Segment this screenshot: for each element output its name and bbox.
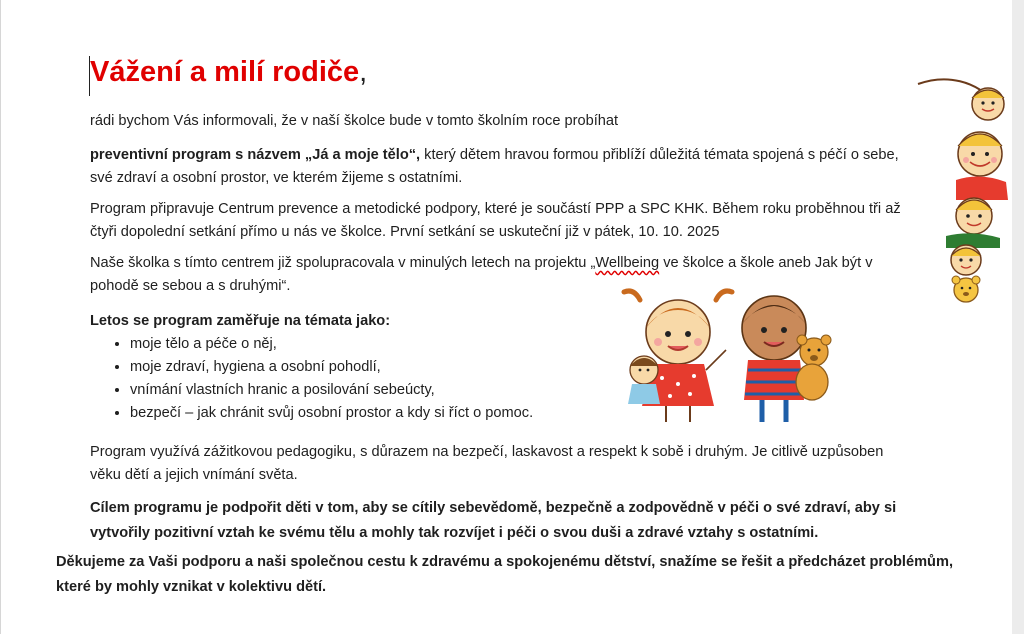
- centrum-line1: Program připravuje Centrum prevence a metodické podpory, které je součástí PPP a SPC KHK. Během roku proběhnou tři až: [90, 201, 901, 217]
- program-paragraph[interactable]: [90, 144, 950, 190]
- intro-paragraph[interactable]: [90, 110, 950, 133]
- pedagogy-line1: Program využívá zážitkovou pedagogiku, s důrazem na bezpečí, laskavost a respekt k sobě i druhým. Je citlivě uzpůsoben: [90, 444, 884, 460]
- goal-paragraph[interactable]: [90, 496, 970, 546]
- topics-title: Letos se program zaměřuje na témata jako:: [90, 313, 391, 329]
- program-desc-line2: své zdraví a osobní prostor, ve kterém žijeme s ostatními.: [90, 170, 463, 186]
- cooperation-line2: pohodě se sebou a s druhými“.: [90, 278, 291, 294]
- pedagogy-paragraph[interactable]: [90, 441, 950, 487]
- intro-text: rádi bychom Vás informovali, že v naší školce bude v tomto školním roce probíhat: [90, 113, 619, 129]
- page-edge: [0, 0, 1, 634]
- program-desc: který dětem hravou formou přiblíží důležitá témata spojená s péčí o sebe,: [420, 147, 899, 163]
- page-title[interactable]: [90, 56, 367, 89]
- title-text: Vážení a milí rodiče: [90, 56, 360, 88]
- list-item: • moje tělo a péče o něj,: [130, 333, 533, 356]
- kids-with-toys-illustration: [618, 288, 848, 428]
- program-name: preventivní program s názvem „Já a moje tělo“,: [90, 147, 421, 163]
- cooperation-line1b: ve školce a škole aneb Jak být v: [659, 255, 873, 271]
- goal-line1: Cílem programu je podpořit děti v tom, aby se cítily sebevědomě, bezpečně a zodpovědně v péči o své zdraví, aby si: [90, 500, 897, 516]
- thanks-paragraph[interactable]: [56, 550, 986, 600]
- pedagogy-line2: věku dětí a jejich vnímání světa.: [90, 467, 298, 483]
- window-gutter: [1012, 0, 1024, 634]
- topics-list: [90, 333, 533, 425]
- children-border-illustration: [916, 76, 1012, 306]
- thanks-line2: které by mohly vznikat v kolektivu dětí.: [56, 579, 327, 595]
- thanks-line1: Děkujeme za Vaši podporu a naši společnou cestu k zdravému a spokojenému dětství, snažíme se řešit a předcházet problémům,: [56, 554, 953, 570]
- spellcheck-word[interactable]: Wellbeing: [595, 255, 660, 271]
- goal-line2: vytvořily pozitivní vztah ke svému tělu a mohly tak rozvíjet i péči o svou duši a zdravé vztahy s ostatními.: [90, 525, 819, 541]
- list-item: • vnímání vlastních hranic a posilování sebeúcty,: [130, 379, 533, 402]
- centrum-paragraph[interactable]: [90, 198, 950, 244]
- title-punct: ,: [359, 56, 368, 88]
- cooperation-line1a: Naše školka s tímto centrem již spolupracovala v minulých letech na projektu „: [90, 255, 596, 271]
- list-item: • bezpečí – jak chránit svůj osobní prostor a kdy si říct o pomoc.: [130, 402, 533, 425]
- centrum-line2: čtyři dopolední setkání přímo u nás ve školce. První setkání se uskuteční již v pátek, 10. 10. 2025: [90, 224, 720, 240]
- list-item: • moje zdraví, hygiena a osobní pohodlí,: [130, 356, 533, 379]
- topics-section[interactable]: [90, 310, 533, 425]
